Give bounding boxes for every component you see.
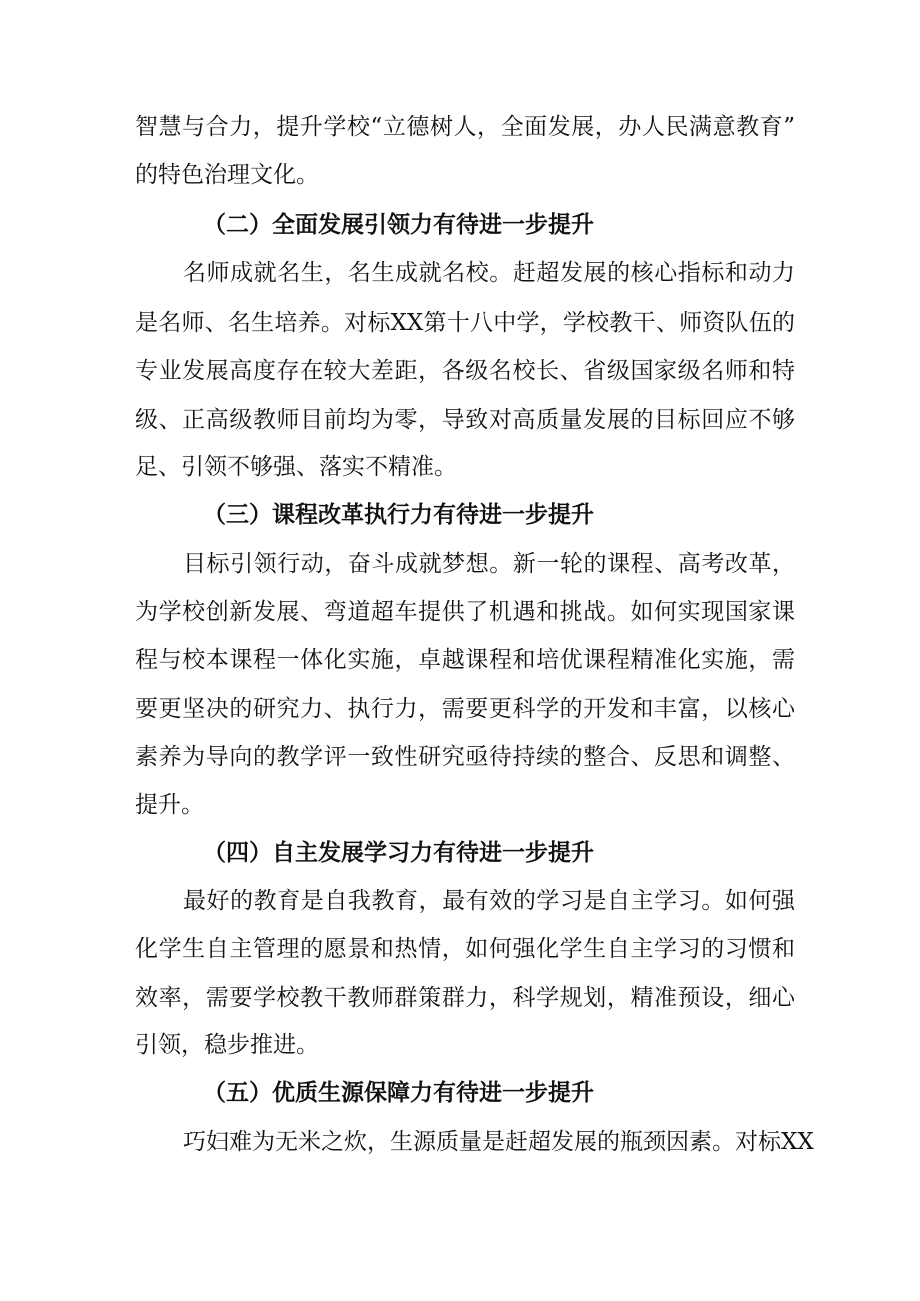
section-heading: （二）全面发展引领力有待进一步提升 [203,212,594,238]
paragraph-line: 级、正高级教师目前均为零，导致对高质量发展的目标回应不够 [135,407,795,433]
section-heading: （四）自主发展学习力有待进一步提升 [203,840,594,866]
paragraph-line: 最好的教育是自我教育，最有效的学习是自主学习。如何强 [183,888,795,914]
paragraph-line: 名师成就名生，名生成就名校。赶超发展的核心指标和动力 [183,260,795,286]
section-heading: （五）优质生源保障力有待进一步提升 [203,1080,594,1106]
paragraph-line: 是名师、名生培养。对标XX第十八中学，学校教干、师资队伍的 [135,310,795,336]
paragraph-line: 为学校创新发展、弯道超车提供了机遇和挑战。如何实现国家课 [135,599,795,625]
paragraph-line: 要更坚决的研究力、执行力，需要更科学的开发和丰富，以核心 [135,696,795,722]
paragraph-line: 效率，需要学校教干教师群策群力，科学规划，精准预设，细心 [135,985,795,1011]
paragraph-line: 巧妇难为无米之炊，生源质量是赶超发展的瓶颈因素。对标XX [183,1129,814,1155]
paragraph-line: 足、引领不够强、落实不精准。 [135,454,457,480]
paragraph-line: 素养为导向的教学评一致性研究亟待持续的整合、反思和调整、 [135,744,795,770]
paragraph-line: 专业发展高度存在较大差距，各级名校长、省级国家级名师和特 [135,358,795,384]
paragraph-line: 智慧与合力，提升学校“立德树人，全面发展，办人民满意教育” [135,114,795,140]
section-heading: （三）课程改革执行力有待进一步提升 [203,502,594,528]
paragraph-line: 化学生自主管理的愿景和热情，如何强化学生自主学习的习惯和 [135,936,795,962]
paragraph-line: 引领，稳步推进。 [135,1032,319,1058]
paragraph-line: 提升。 [135,792,204,818]
paragraph-line: 的特色治理文化。 [135,162,319,188]
paragraph-line: 目标引领行动，奋斗成就梦想。新一轮的课程、高考改革， [183,551,795,577]
paragraph-line: 程与校本课程一体化实施，卓越课程和培优课程精准化实施，需 [135,647,795,673]
